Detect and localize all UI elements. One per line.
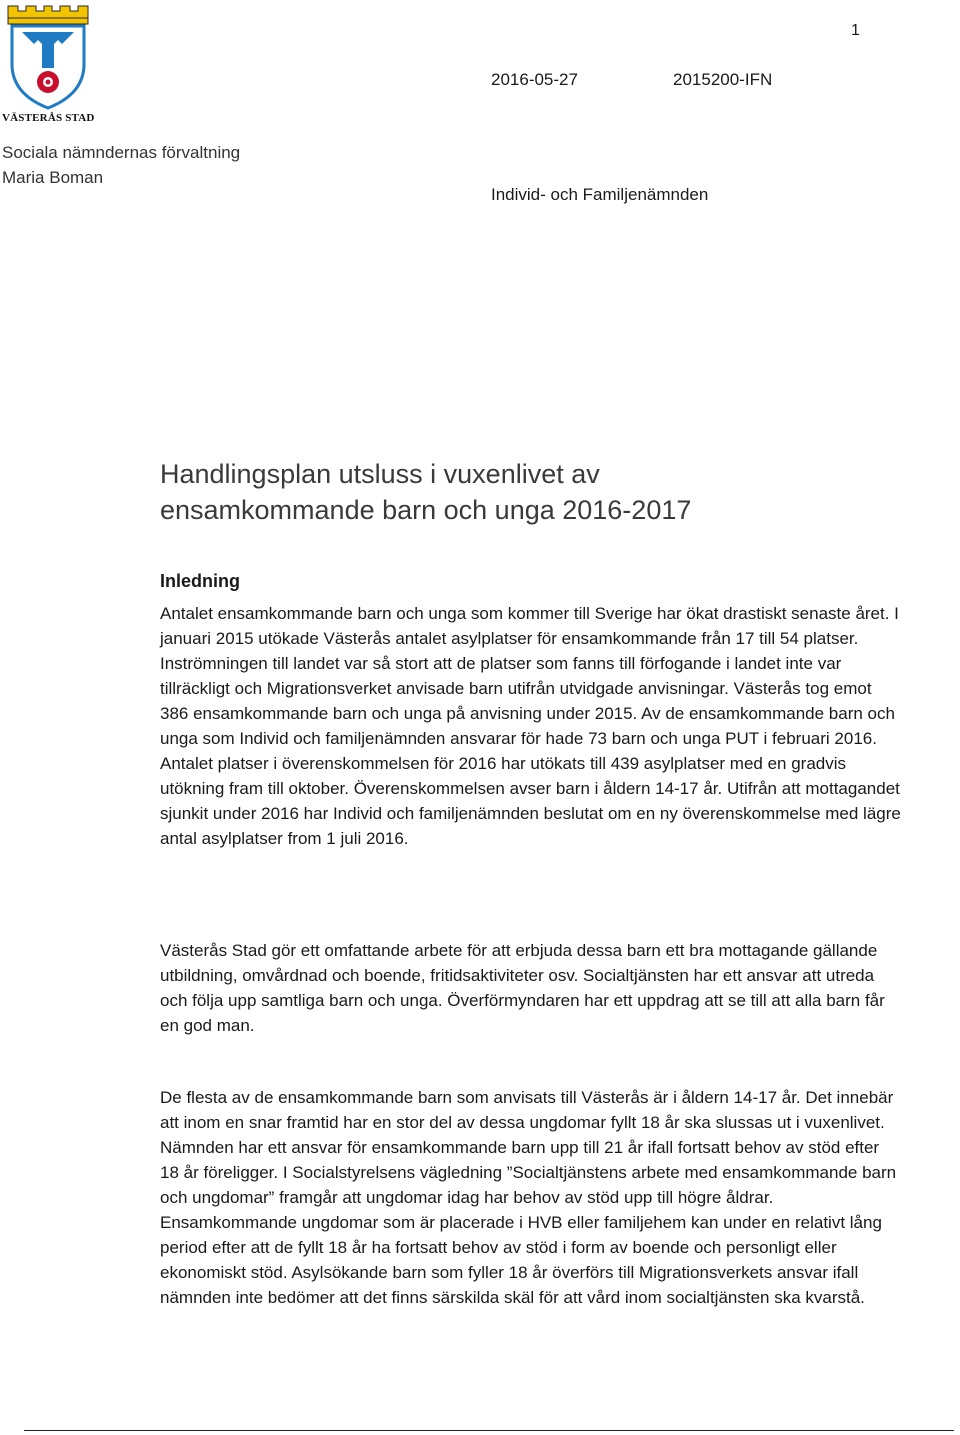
- paragraph-age-transition-part-1: De flesta av de ensamkommande barn som anvisats till Västerås är i åldern 14-17 år. Det innebär att inom en snar framtid har en stor del av dessa ungdomar fyllt 18 år ska slussas ut i vuxenlivet. Nämnden har ett ansvar för ensamkommande barn upp till 21 år ifall fortsatt behov av stöd efter 18 år föreligger. I Socialstyrelsens vägledning ”Socialtjänstens arbete med ensamkommande barn och ungdomar” framgår att ungdomar idag har behov av stöd upp till högre åldrar.: [160, 1088, 897, 1207]
- document-date: 2016-05-27: [491, 70, 578, 89]
- title-line: Handlingsplan utsluss i vuxenlivet av: [160, 459, 600, 489]
- author-name: Maria Boman: [2, 168, 104, 187]
- section-heading: Inledning: [160, 571, 240, 591]
- page-number: 1: [851, 22, 860, 39]
- coat-of-arms-icon: [2, 2, 94, 112]
- paragraph-age-transition: [160, 1085, 902, 1310]
- document-title: [160, 456, 920, 528]
- title-line: ensamkommande barn och unga 2016-2017: [160, 495, 692, 525]
- footer-rule: [24, 1430, 954, 1431]
- vasteras-stad-logo: [2, 2, 94, 126]
- reference-number: 2015200-IFN: [673, 70, 773, 89]
- paragraph-municipality-work: Västerås Stad gör ett omfattande arbete för att erbjuda dessa barn ett bra mottagande gällande utbildning, omvårdnad och boende, fritidsaktiviteter osv. Socialtjänsten har ett ansvar att utreda och följa upp samtliga barn och unga. Överförmyndaren har ett uppdrag att se till att alla barn får en god man.: [160, 941, 885, 1035]
- logo-caption: VÄSTERÅS STAD: [2, 112, 95, 124]
- sender-block: [2, 140, 240, 190]
- recipient: Individ- och Familjenämnden: [491, 185, 709, 204]
- paragraph-intro: Antalet ensamkommande barn och unga som kommer till Sverige har ökat drastiskt senaste året. I januari 2015 utökade Västerås antalet asylplatser för ensamkommande från 17 till 54 platser. Inströmningen till landet var så stort att de platser som fanns till förfogande i landet inte var tillräckligt och Migrationsverket anvisade barn utifrån utvidgade anvisningar. Västerås tog emot 386 ensamkommande barn och unga på anvisning under 2015. Av de ensamkommande barn och unga som Individ och familjenämnden ansvarar för hade 73 barn och unga PUT i februari 2016. Antalet platser i överenskommelsen för 2016 har utökats till 439 asylplatser med en gradvis utökning fram till oktober. Överenskommelsen avser barn i åldern 14-17 år. Utifrån att mottagandet sjunkit under 2016 har Individ och familjenämnden beslutat om en ny överenskommelse med lägre antal asylplatser from 1 juli 2016.: [160, 604, 901, 848]
- organization-name: Sociala nämndernas förvaltning: [2, 143, 241, 162]
- paragraph-age-transition-part-2: Ensamkommande ungdomar som är placerade i HVB eller familjehem kan under en relativt lång period efter att de fyllt 18 år ha fortsatt behov av stöd i form av boende och personligt eller ekonomiskt stöd. Asylsökande barn som fyller 18 år överförs till Migrationsverkets ansvar ifall nämnden inte bedömer att det finns särskilda skäl för att vård inom socialtjänsten ska kvarstå.: [160, 1213, 882, 1307]
